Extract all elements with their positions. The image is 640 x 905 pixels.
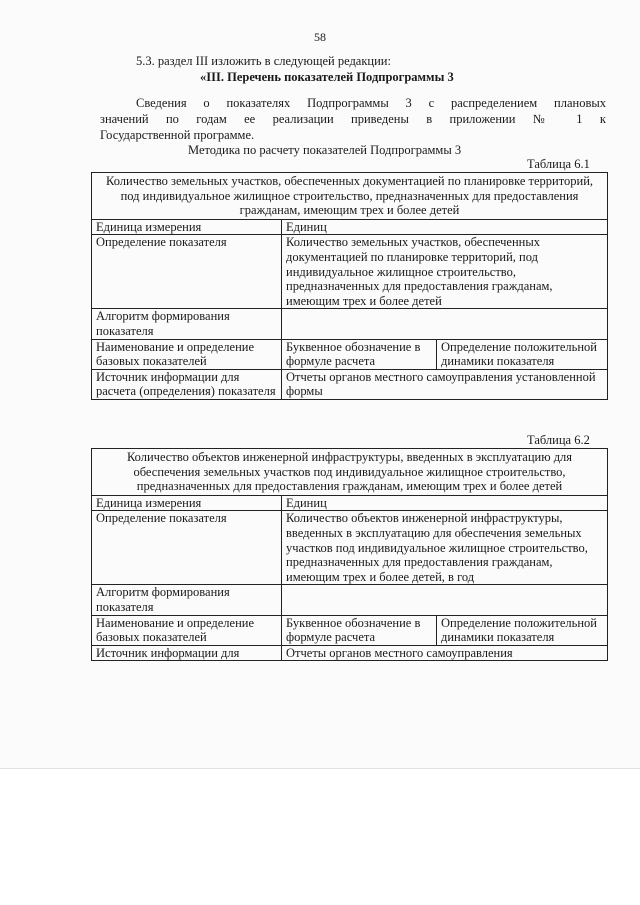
table2-algorithm-value (282, 585, 608, 615)
table2-base-dynamics: Определение положительной динамики показателя (437, 615, 608, 645)
paragraph-line-1: Сведения о показателях Подпрограммы 3 с распределением плановых (136, 96, 606, 110)
table2-source-value: Отчеты органов местного самоуправления (282, 645, 608, 661)
table1-base-dynamics: Определение положительной динамики показателя (437, 339, 608, 369)
table2-algorithm-label: Алгоритм формирования показателя (92, 585, 282, 615)
table1-base-letter: Буквенное обозначение в формуле расчета (282, 339, 437, 369)
method-title: Методика по расчету показателей Подпрограммы 3 (188, 143, 462, 157)
table-6-2 (91, 448, 608, 661)
section-heading: «III. Перечень показателей Подпрограммы 3 (200, 70, 454, 84)
table2-base-letter: Буквенное обозначение в формуле расчета (282, 615, 437, 645)
table1-source-label: Источник информации для расчета (определения) показателя (92, 369, 282, 399)
paragraph-line-3: Государственной программе. (100, 128, 255, 142)
table1-definition-value: Количество земельных участков, обеспеченных документацией по планировке территорий, под индивидуальное жилищное строительство, предназначенных для предоставления гражданам, имеющим трех и более детей (282, 235, 608, 309)
table1-algorithm-value (282, 309, 608, 339)
table2-unit-label: Единица измерения (92, 495, 282, 511)
table2-definition-label: Определение показателя (92, 511, 282, 585)
table1-unit-label: Единица измерения (92, 219, 282, 235)
section-instruction: 5.3. раздел III изложить в следующей редакции: (136, 54, 391, 68)
table2-header: Количество объектов инженерной инфраструктуры, введенных в эксплуатацию для обеспечения земельных участков под индивидуальное жилищное строительство, предназначенных для предоставления гражданам, имеющим трех и более детей (92, 449, 608, 496)
paragraph-line-2: значений по годам ее реализации приведены в приложении № 1 к (100, 112, 606, 126)
table1-unit-value: Единиц (282, 219, 608, 235)
table2-definition-value: Количество объектов инженерной инфраструктуры, введенных в эксплуатацию для обеспечения земельных участков под индивидуальное жилищное строительство, предназначенных для предоставления гражданам, имеющим трех и более детей, в год (282, 511, 608, 585)
table1-algorithm-label: Алгоритм формирования показателя (92, 309, 282, 339)
table2-unit-value: Единиц (282, 495, 608, 511)
table1-header: Количество земельных участков, обеспеченных документацией по планировке территорий, под индивидуальное жилищное строительство, предназначенных для предоставления гражданам, имеющим трех и более детей (92, 173, 608, 220)
table2-caption: Таблица 6.2 (527, 433, 590, 447)
table2-base-label: Наименование и определение базовых показателей (92, 615, 282, 645)
table1-definition-label: Определение показателя (92, 235, 282, 309)
table2-source-label: Источник информации для (92, 645, 282, 661)
table1-caption: Таблица 6.1 (527, 157, 590, 171)
table-6-1 (91, 172, 608, 400)
table1-source-value: Отчеты органов местного самоуправления установленной формы (282, 369, 608, 399)
table1-base-label: Наименование и определение базовых показателей (92, 339, 282, 369)
page-number: 58 (314, 30, 326, 44)
